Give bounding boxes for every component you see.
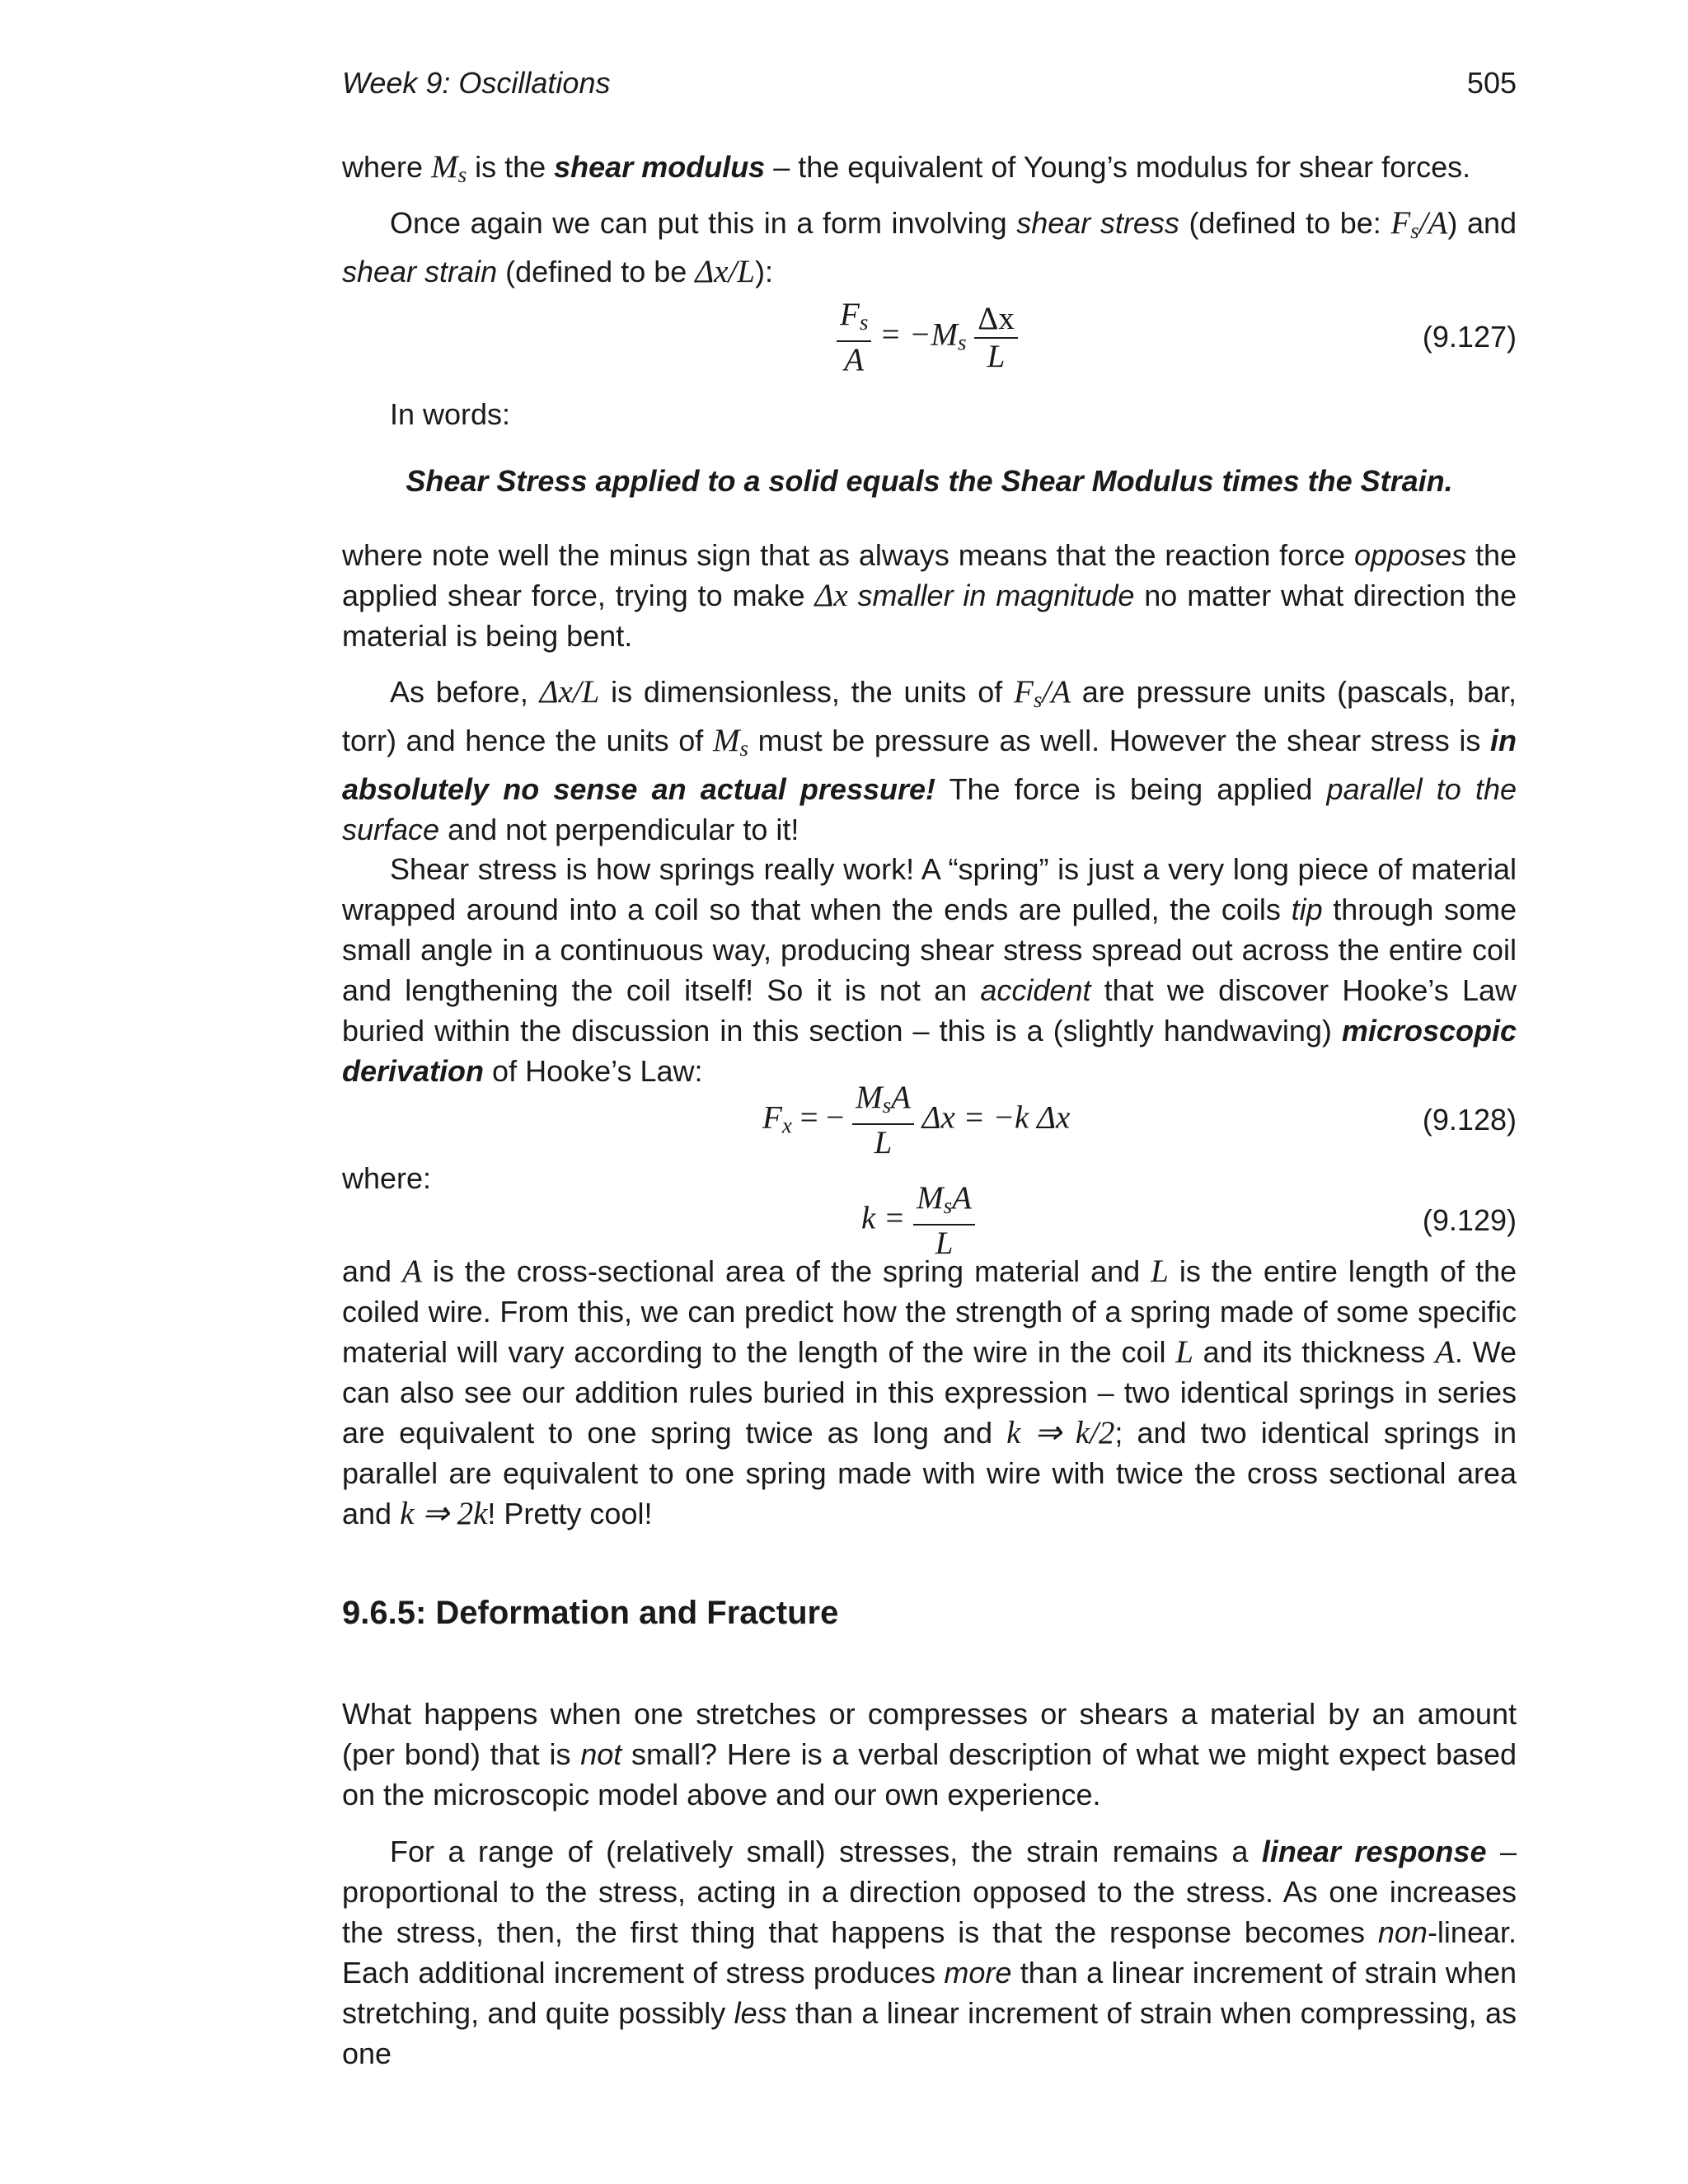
paragraph-springs: Shear stress is how springs really work! A “spring” is just a very long piece of material wrapped around into a coil so that when the ends are pulled, the coils tip through some small angle in a continuous way, producing shear stress spread out across the entire coil and lengthening the coil itself! So it is not an accident that we discover Hooke’s Law buried within the discussion in this section – this is a (slightly handwaving) microscopic derivation of Hooke’s Law: xyxy=(342,852,1517,1088)
term-shear-modulus: shear modulus xyxy=(554,150,766,184)
paragraph-spring-strength: and A is the cross-sectional area of the spring material and L is the entire length of the coiled wire. From this, we can predict how the strength of a spring made of some specific material will vary according to the length of the wire in the coil L and its thickness A. We can also see our addition rules buried in this expression – two identical springs in series are equivalent to one spring twice as long and k ⇒ k/2; and two identical springs in parallel are equivalent to one spring made with wire with twice the cross sectional area and k ⇒ 2k! Pretty cool! xyxy=(342,1254,1517,1531)
header-title: Week 9: Oscillations xyxy=(342,66,611,100)
running-header xyxy=(342,66,1517,102)
equation-9-128: $F_x$ = − $\frac{M_sA}{L}$ Δx = −k Δx (9.128) xyxy=(762,1080,1517,1160)
equation-number: (9.127) xyxy=(1422,320,1517,354)
paragraph-shear-modulus: where $M_s$ is the shear modulus – the equivalent of Young’s modulus for shear forces. xyxy=(342,149,1471,187)
equation-9-127: $\frac{F_s}{A}$ = $-M_s$ $\frac{\Delta x}{L}$ (9.127) xyxy=(342,297,1517,379)
equation-number: (9.129) xyxy=(1422,1203,1517,1237)
in-words: In words: xyxy=(390,397,511,431)
paragraph-minus-sign: where note well the minus sign that as always means that the reaction force opposes the applied shear force, trying to make Δx smaller in magnitude no matter what direction the material is being bent. xyxy=(342,538,1517,653)
math-ms: $M_s$ xyxy=(431,149,467,187)
equation-9-129: k = $\frac{M_sA}{L}$ (9.129) xyxy=(861,1180,1517,1261)
paragraph-large-deformation: What happens when one stretches or compresses or shears a material by an amount (per bond) that is not small? Here is a verbal description of what we might expect based on the microscopic model above and our own experience. xyxy=(342,1697,1517,1811)
key-statement: Shear Stress applied to a solid equals the Shear Modulus times the Strain. xyxy=(406,464,1453,498)
where-label: where: xyxy=(342,1161,432,1195)
paragraph-units: As before, Δx/L is dimensionless, the units of $F_s/A$ are pressure units (pascals, bar, torr) and hence the units of $M_s$ must be pressure as well. However the shear stress is in absolutely no sense an actual pressure! The force is being applied parallel to the surface and not perpendicular to it! xyxy=(342,674,1517,846)
paragraph-shear-form: Once again we can put this in a form involving shear stress (defined to be: $F_s/A$) and shear strain (defined to be Δx/L): xyxy=(342,205,1517,289)
equation-number: (9.128) xyxy=(1422,1103,1517,1137)
section-heading: 9.6.5: Deformation and Fracture xyxy=(342,1595,839,1631)
paragraph-linear-response: For a range of (relatively small) stresses, the strain remains a linear response – proportional to the stress, acting in a direction opposed to the stress. As one increases the stress, then, the first thing that happens is that the response becomes non-linear. Each additional increment of stress produces more than a linear increment of strain when stretching, and quite possibly less than a linear increment of strain when compressing, as one xyxy=(342,1835,1517,2070)
page-number: 505 xyxy=(1466,66,1517,100)
